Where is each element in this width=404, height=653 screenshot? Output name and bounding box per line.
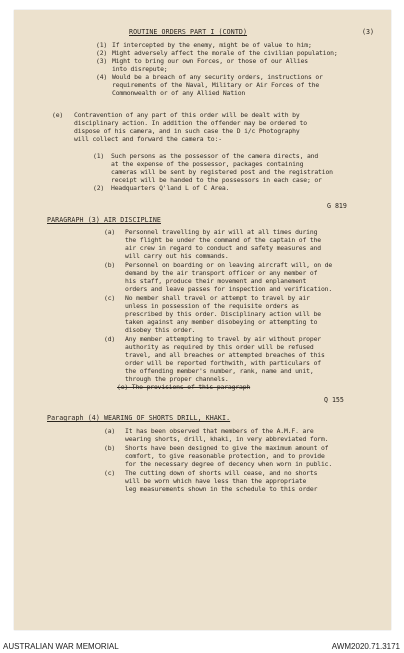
list-item-label: (d) [104,335,116,343]
list-item-text: taken against any member disobeying or attempting to [125,318,318,326]
list-item-text: Commonwealth or of any Allied Nation [112,89,246,97]
list-item-text: wearing shorts, drill, khaki, in very abbreviated form. [125,435,329,443]
list-item-text: Would be a breach of any security orders, instructions or [112,73,323,81]
list-item-text: for the necessary degree of decency when worn in public. [125,460,333,468]
document-page [14,10,391,630]
list-item-text: If intercepted by the enemy, might be of value to him; [112,41,312,49]
list-item-label: (b) [104,444,116,452]
list-item-text: receipt will be handed to the possessors in each case; or [111,176,322,184]
list-item-text: at the expense of the possessor, packages containing [111,160,304,168]
paragraph-label: (e) [52,111,64,119]
list-item-text: the flight be under the command of the captain of the [125,236,321,244]
list-item-text: Might to bring our own Forces, or those of our Allies [112,57,308,65]
list-item-label: (a) [104,427,116,435]
list-item-text: comfort, to give reasonable protection, and to provide [125,452,325,460]
list-item-label: (b) [104,261,116,269]
list-item-label: (2) [96,49,108,57]
list-item-label: (c) [104,294,116,302]
list-item-text: Any member attempting to travel by air without proper [125,335,321,343]
list-item-text: requirements of the Naval, Military or Air Forces of the [112,81,320,89]
list-item-text: prescribed by this order. Disciplinary action will be [125,310,321,318]
list-item-text: authority as required by this order will be refused [125,343,314,351]
list-item-text: It has been observed that members of the A.M.F. are [125,427,314,435]
paragraph-line: Contravention of any part of this order will be dealt with by [74,111,300,119]
list-item-text: The cutting down of shorts will cease, and no shorts [125,469,318,477]
document-title: ROUTINE ORDERS PART I (CONTD) [129,28,248,36]
page-number: (3) [362,28,374,36]
list-item-text: his staff, produce their movement and enplanement [125,277,307,285]
list-item-text: Shorts have been designed to give the maximum amount of [125,444,329,452]
list-item-text: Personnel travelling by air will at all times during [125,228,318,236]
list-item-text: orders and leave passes for inspection and verification. [125,285,333,293]
list-item-text: will be worn which have less than the appropriate [125,477,307,485]
list-item-text: disobey this order. [125,326,196,334]
paragraph-line: dispose of his camera, and in such case the D i/c Photography [74,127,300,135]
list-item-text: order will be reported forthwith, with particulars of [125,359,321,367]
list-item-label: (1) [96,41,108,49]
paragraph-line: disciplinary action. In addition the offender may be ordered to [74,119,307,127]
list-item-label: (3) [96,57,108,65]
paragraph-line: will collect and forward the camera to:- [74,135,222,143]
list-item-text: through the proper channels. [125,375,229,383]
section-heading: Paragraph (4) WEARING OF SHORTS DRILL, KHAKI. [47,414,231,422]
struck-line: (e) The provisions of this paragraph [117,383,251,391]
list-item-text: Such persons as the possessor of the camera directs, and [111,152,319,160]
list-item-label: (4) [96,73,108,81]
list-item-label: (2) [93,184,105,192]
list-item-label: (a) [104,228,116,236]
list-item-text: unless in possession of the requisite orders as [125,302,299,310]
list-item-text: Might adversely affect the morale of the civilian population; [112,49,338,57]
list-item-text: No member shall travel or attempt to travel by air [125,294,310,302]
list-item-text: into disrepute; [112,65,168,73]
list-item-label: (1) [93,152,105,160]
section-heading: PARAGRAPH (3) AIR DISCIPLINE [47,216,161,224]
reference-code: Q 155 [324,396,344,404]
list-item-text: air crew in regard to conduct and safety measures and [125,244,321,252]
list-item-text: cameras will be sent by registered post and the registration [111,168,333,176]
list-item-label: (c) [104,469,116,477]
list-item-text: Headquarters Q'land L of C Area. [111,184,230,192]
reference-code: G 819 [327,202,347,210]
list-item-text: demand by the air transport officer or any member of [125,269,318,277]
list-item-text: the offending member's number, rank, name and unit, [125,367,314,375]
footer-credit: AUSTRALIAN WAR MEMORIAL [3,642,119,651]
footer-accession-number: AWM2020.71.3171 [331,642,400,651]
list-item-text: leg measurements shown in the schedule to this order [125,485,318,493]
list-item-text: will carry out his commands. [125,252,229,260]
list-item-text: travel, and all breaches or attempted breaches of this [125,351,325,359]
list-item-text: Personnel on boarding or on leaving aircraft will, on de [125,261,333,269]
